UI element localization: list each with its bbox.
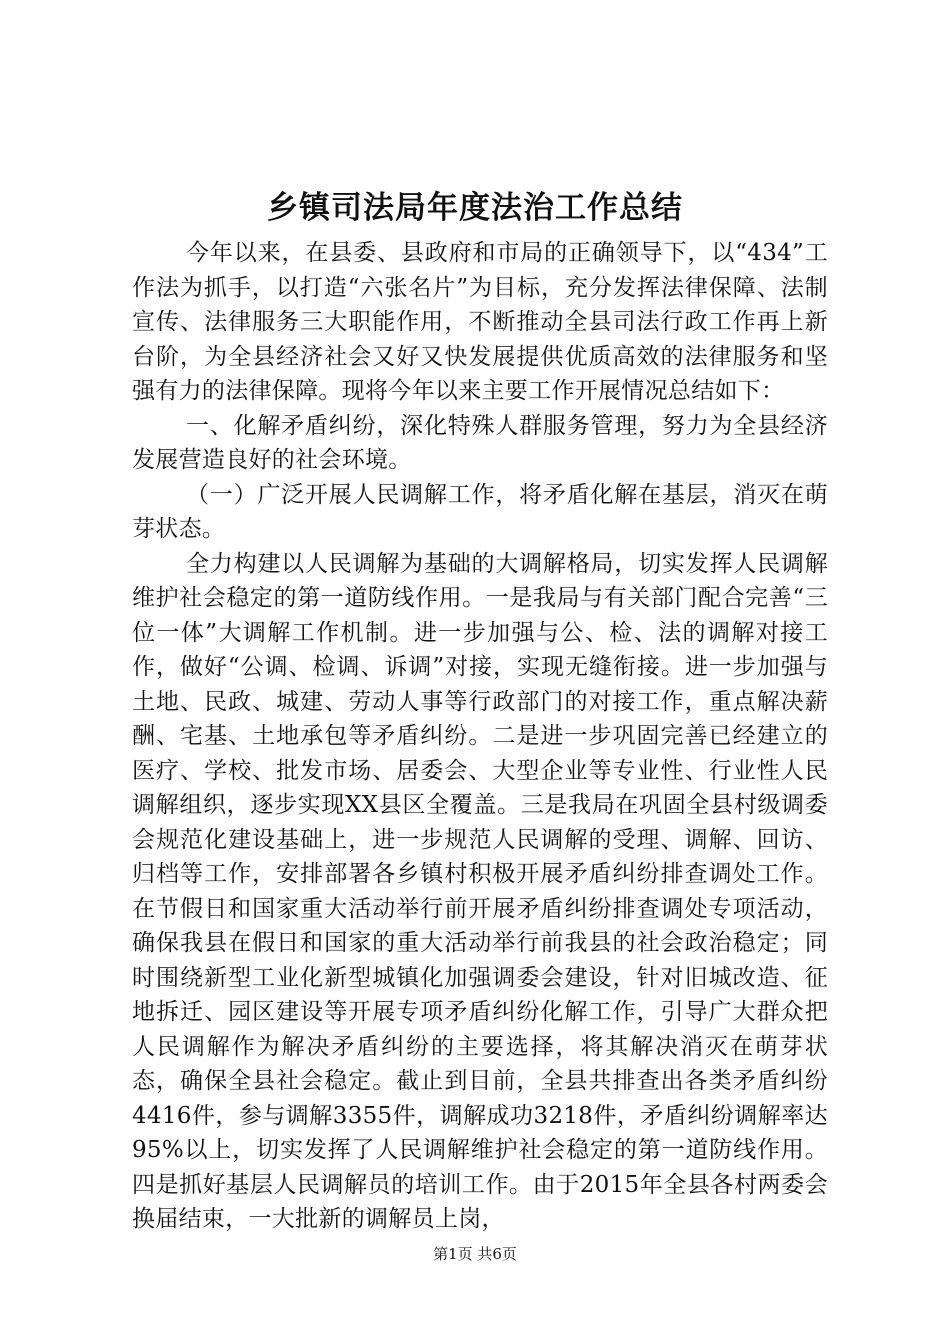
- section-heading-1: 一、化解矛盾纠纷，深化特殊人群服务管理，努力为全县经济发展营造良好的社会环境。: [132, 412, 828, 473]
- document-title: 乡镇司法局年度法治工作总结: [267, 190, 683, 226]
- page-footer: 第1页 共6页: [433, 1245, 517, 1263]
- document-body: [132, 236, 828, 1237]
- subsection-heading-1: （一）广泛开展人民调解工作，将矛盾化解在基层，消灭在萌芽状态。: [132, 481, 828, 542]
- intro-paragraph: 今年以来，在县委、县政府和市局的正确领导下，以“434”工作法为抓手，以打造“六张名片”为目标，充分发挥法律保障、法制宣传、法律服务三大职能作用，不断推动全县司法行政工作再上新台阶，为全县经济社会又好又快发展提供优质高效的法律服务和坚强有力的法律保障。现将今年以来主要工作开展情况总结如下：: [132, 240, 828, 404]
- body-paragraph: 全力构建以人民调解为基础的大调解格局，切实发挥人民调解维护社会稳定的第一道防线作用。一是我局与有关部门配合完善“三位一体”大调解工作机制。进一步加强与公、检、法的调解对接工作，做好“公调、检调、诉调”对接，实现无缝衔接。进一步加强与土地、民政、城建、劳动人事等行政部门的对接工作，重点解决薪酬、宅基、土地承包等矛盾纠纷。二是进一步巩固完善已经建立的医疗、学校、批发市场、居委会、大型企业等专业性、行业性人民调解组织，逐步实现XX县区全覆盖。三是我局在巩固全县村级调委会规范化建设基础上，进一步规范人民调解的受理、调解、回访、归档等工作，安排部署各乡镇村积极开展矛盾纠纷排查调处工作。在节假日和国家重大活动举行前开展矛盾纠纷排查调处专项活动，确保我县在假日和国家的重大活动举行前我县的社会政治稳定；同时围绕新型工业化新型城镇化加强调委会建设，针对旧城改造、征地拆迁、园区建设等开展专项矛盾纠纷化解工作，引导广大群众把人民调解作为解决矛盾纠纷的主要选择，将其解决消灭在萌芽状态，确保全县社会稳定。截止到目前，全县共排查出各类矛盾纠纷4416件，参与调解3355件，调解成功3218件，矛盾纠纷调解率达95%以上，切实发挥了人民调解维护社会稳定的第一道防线作用。四是抓好基层人民调解员的培训工作。由于2015年全县各村两委会换届结束，一大批新的调解员上岗，: [132, 550, 828, 1232]
